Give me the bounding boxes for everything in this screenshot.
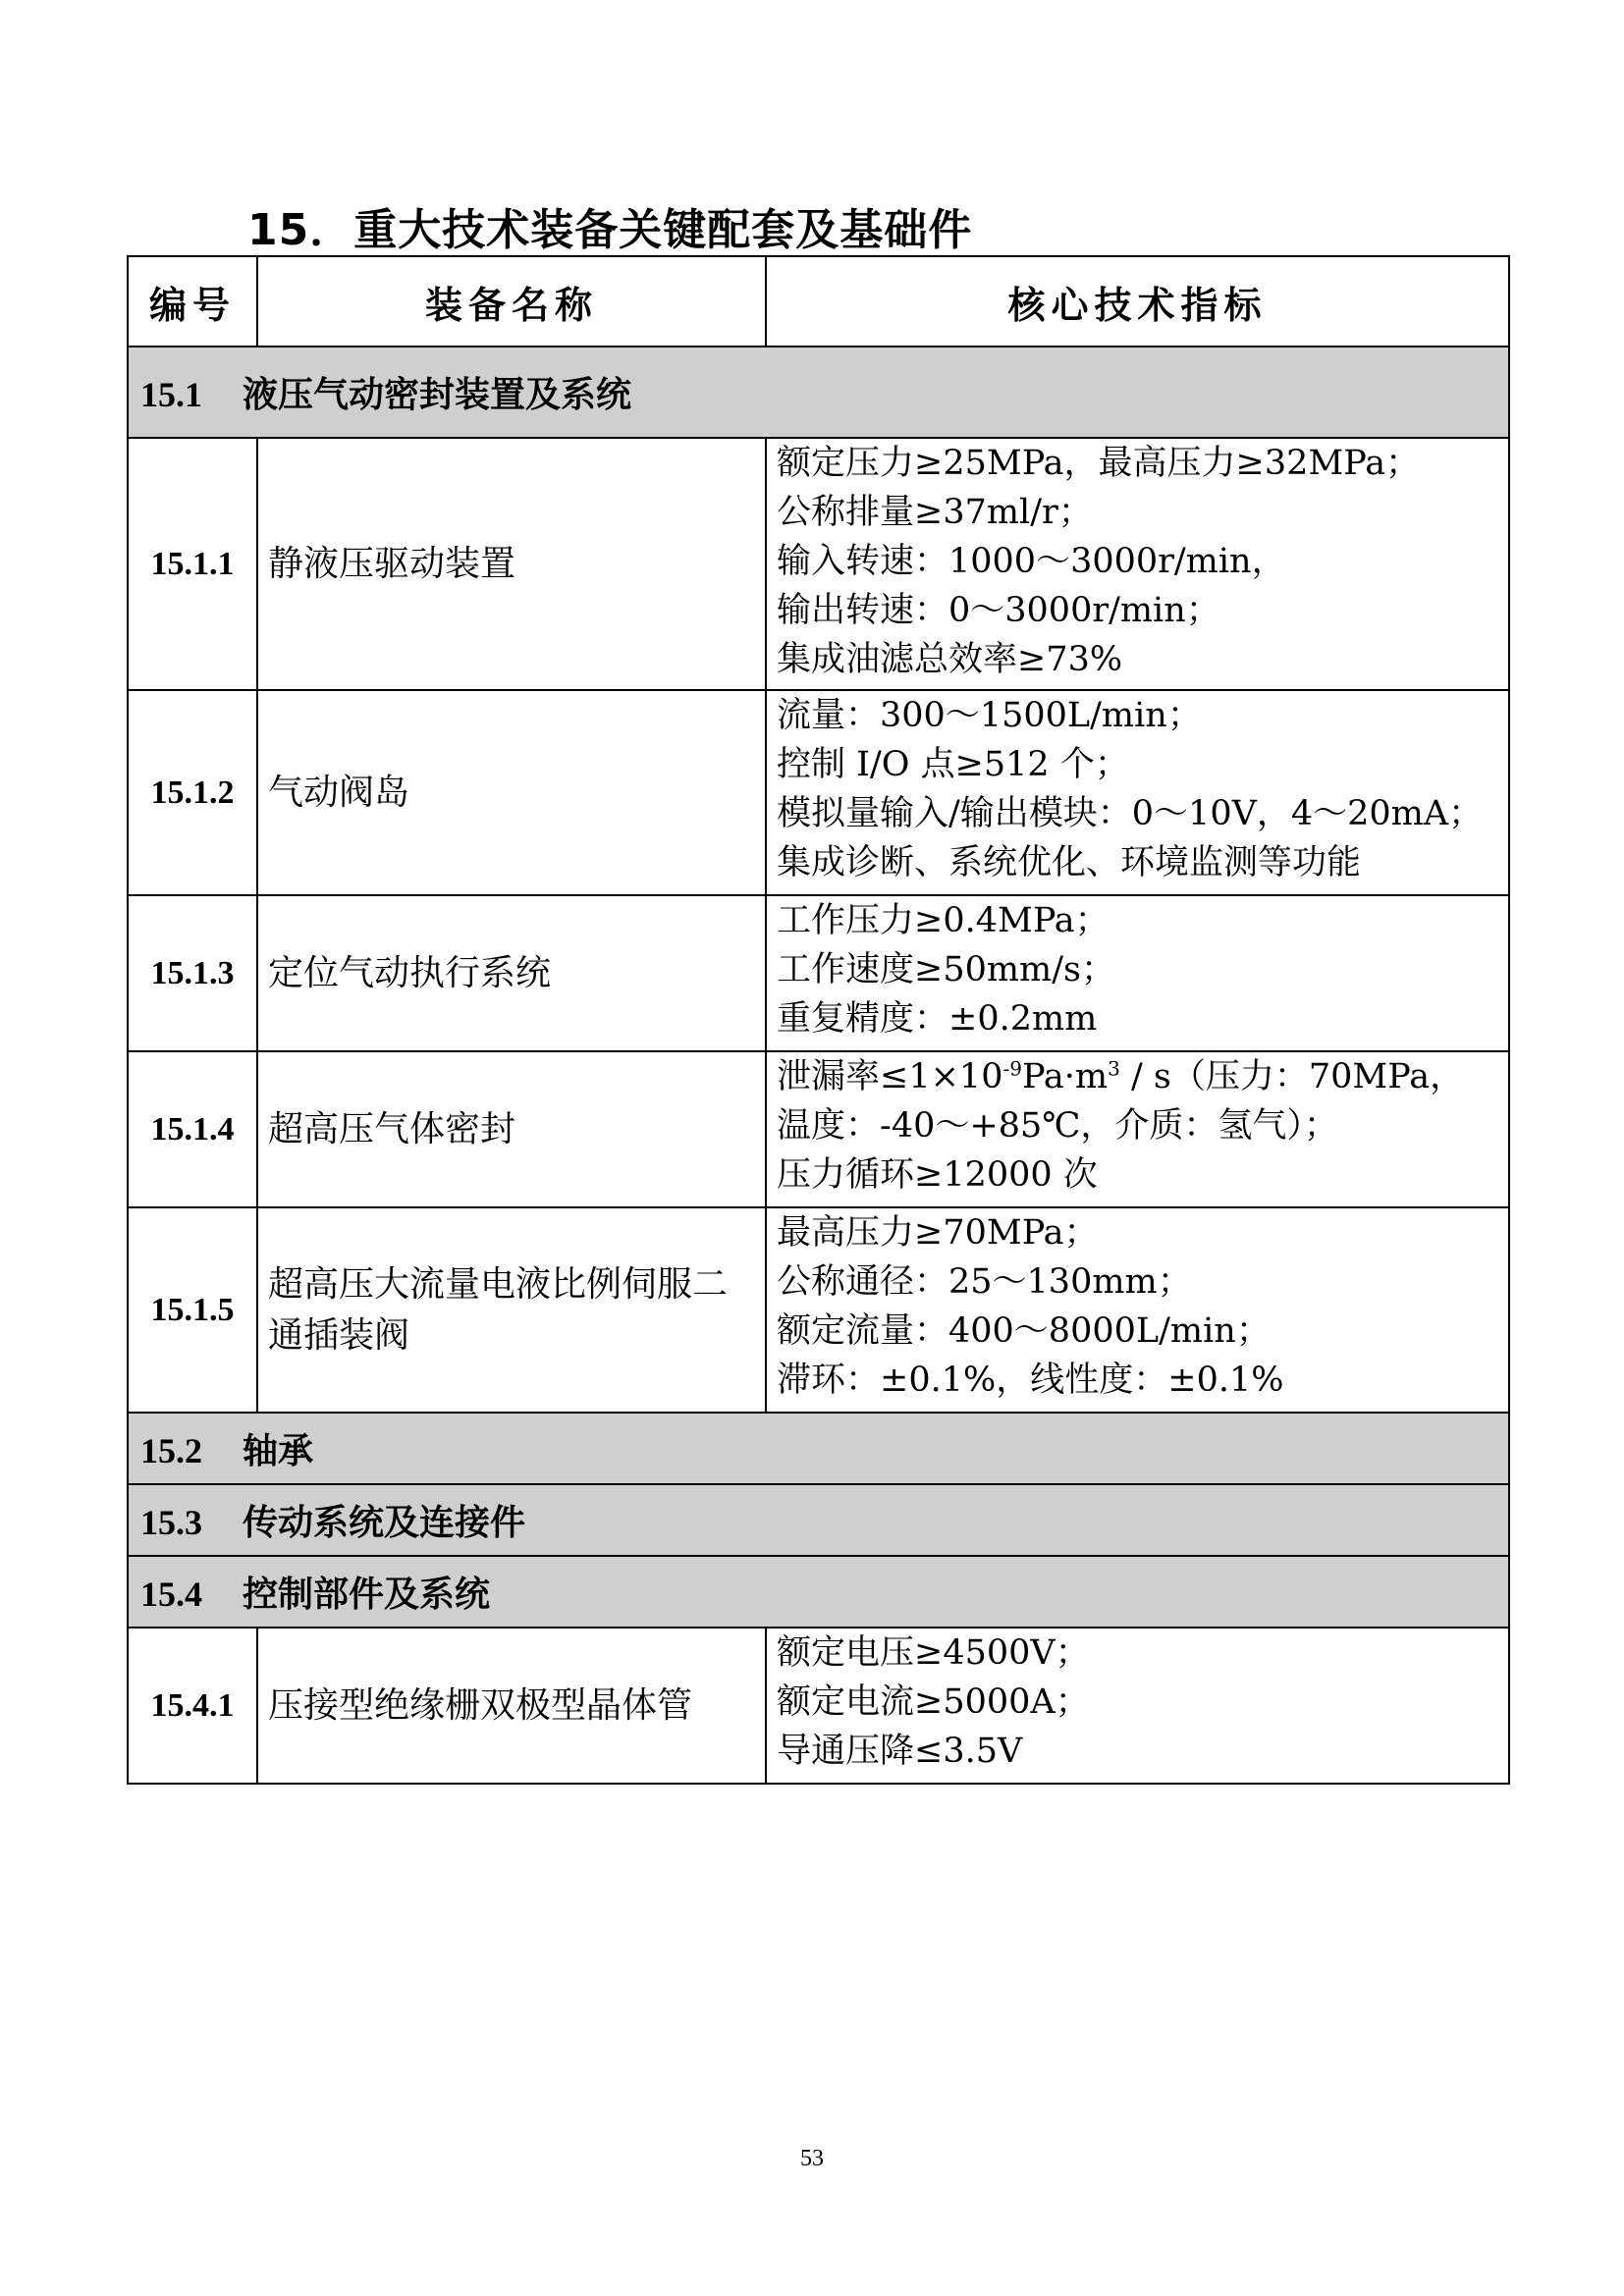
- spec-line: 导通压降≤3.5V: [777, 1732, 1023, 1771]
- header-name: 装备名称: [257, 256, 766, 347]
- header-specs: 核心技术指标: [766, 256, 1509, 347]
- spec-line: 输入转速：1000～3000r/min，: [777, 542, 1286, 581]
- row-name: 超高压大流量电液比例伺服二通插装阀: [257, 1207, 766, 1413]
- spec-line: 集成油滤总效率≥73%: [777, 640, 1123, 679]
- table-row: [128, 690, 1509, 895]
- spec-line: 温度：-40～+85℃，介质：氢气）；: [777, 1106, 1338, 1146]
- spec-line: 滞环：±0.1%，线性度：±0.1%: [777, 1361, 1284, 1400]
- section-row: [128, 347, 1509, 438]
- row-specs: [766, 895, 1509, 1051]
- row-specs: [766, 1051, 1509, 1207]
- section-row: [128, 1413, 1509, 1484]
- spec-line: 控制 I/O 点≥512 个；: [777, 745, 1129, 784]
- page-number: 53: [800, 2146, 824, 2171]
- spec-line: 模拟量输入/输出模块：0～10V，4～20mA；: [777, 794, 1484, 833]
- section-number: 15.1: [140, 375, 202, 414]
- row-number: 15.1.1: [128, 438, 257, 690]
- spec-line: 公称排量≥37ml/r；: [777, 493, 1093, 532]
- row-name: 压接型绝缘栅双极型晶体管: [257, 1628, 766, 1784]
- section-label: 轴承: [243, 1431, 314, 1471]
- row-number: 15.1.3: [128, 895, 257, 1051]
- section-label: 液压气动密封装置及系统: [243, 375, 632, 415]
- section-number: 15.2: [140, 1431, 202, 1470]
- section-row: [128, 1556, 1509, 1628]
- spec-line: 工作压力≥0.4MPa；: [777, 901, 1110, 940]
- row-number: 15.1.5: [128, 1207, 257, 1413]
- table-row: [128, 1628, 1509, 1784]
- spec-line: 输出转速：0～3000r/min；: [777, 591, 1220, 630]
- table-row: [128, 1207, 1509, 1413]
- section-number: 15.4: [140, 1575, 202, 1614]
- spec-line: 额定压力≥25MPa，最高压力≥32MPa；: [777, 444, 1421, 483]
- spec-line: 工作速度≥50mm/s；: [777, 950, 1115, 989]
- row-name: 静液压驱动装置: [257, 438, 766, 690]
- row-specs: [766, 690, 1509, 895]
- section-label: 控制部件及系统: [243, 1575, 491, 1615]
- row-name: 气动阀岛: [257, 690, 766, 895]
- header-number: 编号: [128, 256, 257, 347]
- row-number: 15.1.2: [128, 690, 257, 895]
- spec-table: [127, 255, 1510, 1785]
- row-name: 超高压气体密封: [257, 1051, 766, 1207]
- spec-line: 流量：300～1500L/min；: [777, 696, 1202, 735]
- row-name: 定位气动执行系统: [257, 895, 766, 1051]
- spec-line: 压力循环≥12000 次: [777, 1155, 1098, 1195]
- section-label: 传动系统及连接件: [243, 1503, 526, 1543]
- spec-line: 额定电流≥5000A；: [777, 1682, 1090, 1722]
- table-row: [128, 438, 1509, 690]
- table-row: [128, 1051, 1509, 1207]
- table-header-row: [128, 256, 1509, 347]
- table-row: [128, 895, 1509, 1051]
- spec-line: 集成诊断、系统优化、环境监测等功能: [777, 843, 1362, 882]
- row-specs: [766, 438, 1509, 690]
- spec-line: 最高压力≥70MPa；: [777, 1213, 1099, 1253]
- page-title: 15．重大技术装备关键配套及基础件: [247, 205, 973, 255]
- row-number: 15.1.4: [128, 1051, 257, 1207]
- spec-line: 额定流量：400～8000L/min；: [777, 1311, 1271, 1351]
- row-specs: [766, 1207, 1509, 1413]
- spec-line: 公称通径：25～130mm；: [777, 1262, 1192, 1302]
- row-number: 15.4.1: [128, 1628, 257, 1784]
- spec-line: 重复精度：±0.2mm: [777, 999, 1098, 1039]
- row-specs: [766, 1628, 1509, 1784]
- section-number: 15.3: [140, 1503, 202, 1542]
- spec-line: 额定电压≥4500V；: [777, 1633, 1090, 1673]
- spec-line: 泄漏率$\le 1\times 10^{-9}Pa\cdot m^3 / s$（压力：70MPa，: [777, 1056, 1465, 1096]
- section-row: [128, 1484, 1509, 1556]
